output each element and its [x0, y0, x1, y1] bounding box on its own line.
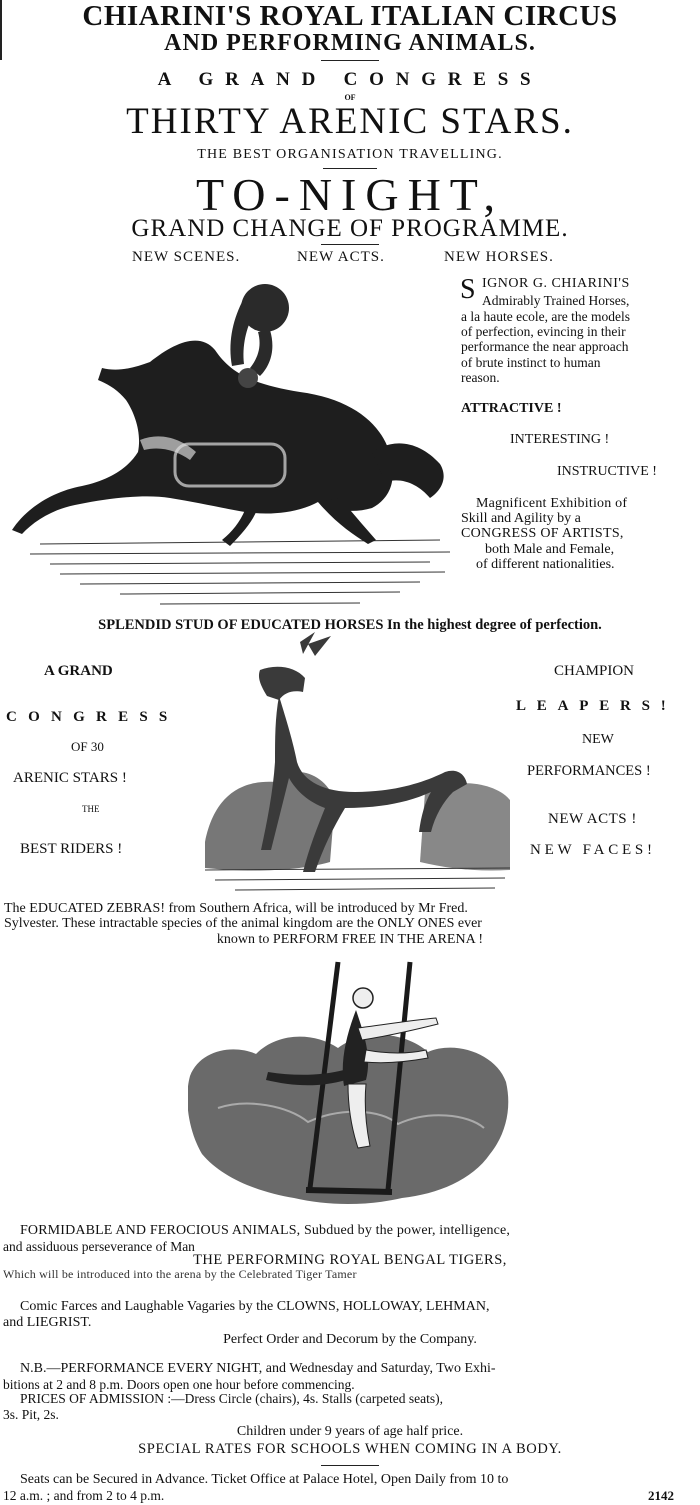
- clowns-line: and LIEGRIST.: [3, 1315, 92, 1330]
- children-price-line: Children under 9 years of age half price.: [236, 1424, 464, 1439]
- interesting-label: INTERESTING !: [510, 432, 610, 447]
- clowns-line: Comic Farces and Laughable Vagaries by the CLOWNS, HOLLOWAY, LEHMAN,: [20, 1299, 490, 1314]
- new-acts-label-right: NEW ACTS !: [548, 811, 637, 827]
- zebras-line: known to PERFORM FREE IN THE ARENA !: [216, 932, 484, 947]
- prices-line: 3s. Pit, 2s.: [3, 1407, 59, 1422]
- nb-line: bitions at 2 and 8 p.m. Doors open one hour before commencing.: [3, 1377, 355, 1392]
- splendid-stud-line: SPLENDID STUD OF EDUCATED HORSES In the highest degree of perfection.: [98, 617, 602, 633]
- circus-title: CHIARINI'S ROYAL ITALIAN CIRCUS: [82, 0, 618, 32]
- exhibition-line: of different nationalities.: [476, 557, 615, 572]
- thirty-stars-heading: THIRTY ARENIC STARS.: [126, 101, 574, 142]
- of-30-label: OF 30: [71, 739, 104, 754]
- circus-subtitle: AND PERFORMING ANIMALS.: [164, 30, 536, 56]
- grand-congress-heading: A GRAND CONGRESS: [157, 69, 543, 90]
- instructive-label: INSTRUCTIVE !: [557, 464, 657, 479]
- seats-line: 12 a.m. ; and from 2 to 4 p.m.: [3, 1488, 165, 1503]
- congress-label: CONGRESS: [6, 709, 179, 725]
- horse-description-line: Admirably Trained Horses,: [482, 293, 630, 308]
- horse-description-line: a la haute ecole, are the models: [461, 309, 631, 324]
- of-label: OF: [344, 93, 356, 102]
- zebras-line: Sylvester. These intractable species of the animal kingdom are the ONLY ONES ever: [4, 916, 482, 931]
- new-faces-label: NEW FACES!: [530, 842, 656, 858]
- exhibition-line: Skill and Agility by a: [461, 511, 581, 526]
- bengal-tigers-line: THE PERFORMING ROYAL BENGAL TIGERS,: [193, 1252, 507, 1268]
- divider: [321, 244, 379, 245]
- animals-line: and assiduous perseverance of Man: [3, 1239, 195, 1254]
- performances-label: PERFORMANCES !: [527, 763, 651, 779]
- best-riders-label: BEST RIDERS !: [20, 841, 123, 857]
- horse-description-line: performance the near approach: [461, 339, 629, 354]
- school-rates-line: SPECIAL RATES FOR SCHOOLS WHEN COMING IN A BODY.: [138, 1441, 562, 1457]
- attractive-label: ATTRACTIVE !: [461, 401, 562, 416]
- trapeze-artist-illustration: [188, 958, 513, 1220]
- ground-hatching: [30, 540, 450, 604]
- horse-description-line: of perfection, evincing in their: [461, 324, 626, 339]
- tonight-heading: TO-NIGHT,: [196, 169, 504, 220]
- prices-line: PRICES OF ADMISSION :—Dress Circle (chairs), 4s. Stalls (carpeted seats),: [20, 1391, 443, 1406]
- horse-figure: [12, 341, 444, 546]
- arenic-stars-label: ARENIC STARS !: [13, 770, 127, 786]
- a-grand-label: A GRAND: [44, 663, 113, 679]
- leapers-label: LEAPERS!: [516, 698, 677, 714]
- best-organisation-line: THE BEST ORGANISATION TRAVELLING.: [197, 147, 503, 162]
- divider: [321, 1465, 379, 1466]
- animals-line: FORMIDABLE AND FEROCIOUS ANIMALS, Subdued by the power, intelligence,: [20, 1223, 511, 1238]
- zebras-line: The EDUCATED ZEBRAS! from Southern Africa, will be introduced by Mr Fred.: [4, 901, 468, 916]
- seats-line: Seats can be Secured in Advance. Ticket Office at Palace Hotel, Open Daily from 10 to: [20, 1472, 509, 1487]
- new-scenes-label: NEW SCENES.: [132, 249, 241, 265]
- nb-line: N.B.—PERFORMANCE EVERY NIGHT, and Wednesday and Saturday, Two Exhi-: [20, 1361, 496, 1376]
- horse-description-line: of brute instinct to human: [461, 355, 601, 370]
- champion-label: CHAMPION: [554, 663, 635, 679]
- tiger-tamer-line: Which will be introduced into the arena by the Celebrated Tiger Tamer: [3, 1267, 357, 1281]
- the-label: THE: [82, 804, 100, 814]
- exhibition-line: both Male and Female,: [485, 542, 615, 557]
- horse-with-acrobat-illustration: [0, 272, 455, 620]
- acrobat-figure: [230, 284, 289, 388]
- antelope-illustration: [205, 632, 515, 900]
- advert-reference-number: 2142: [648, 1488, 674, 1503]
- landscape-shrubs: [205, 772, 510, 890]
- divider: [321, 60, 379, 61]
- new-label: NEW: [582, 732, 614, 747]
- change-of-programme-heading: GRAND CHANGE OF PROGRAMME.: [131, 215, 569, 242]
- new-horses-label: NEW HORSES.: [444, 249, 554, 265]
- horse-description-line: reason.: [461, 370, 500, 385]
- new-acts-label: NEW ACTS.: [297, 249, 385, 265]
- exhibition-line: CONGRESS OF ARTISTS,: [461, 526, 624, 541]
- signor-heading: IGNOR G. CHIARINI'S: [482, 276, 630, 291]
- signor-drop-cap: S: [460, 274, 476, 305]
- decorum-line: Perfect Order and Decorum by the Company.: [223, 1332, 477, 1347]
- exhibition-line: Magnificent Exhibition of: [476, 496, 628, 511]
